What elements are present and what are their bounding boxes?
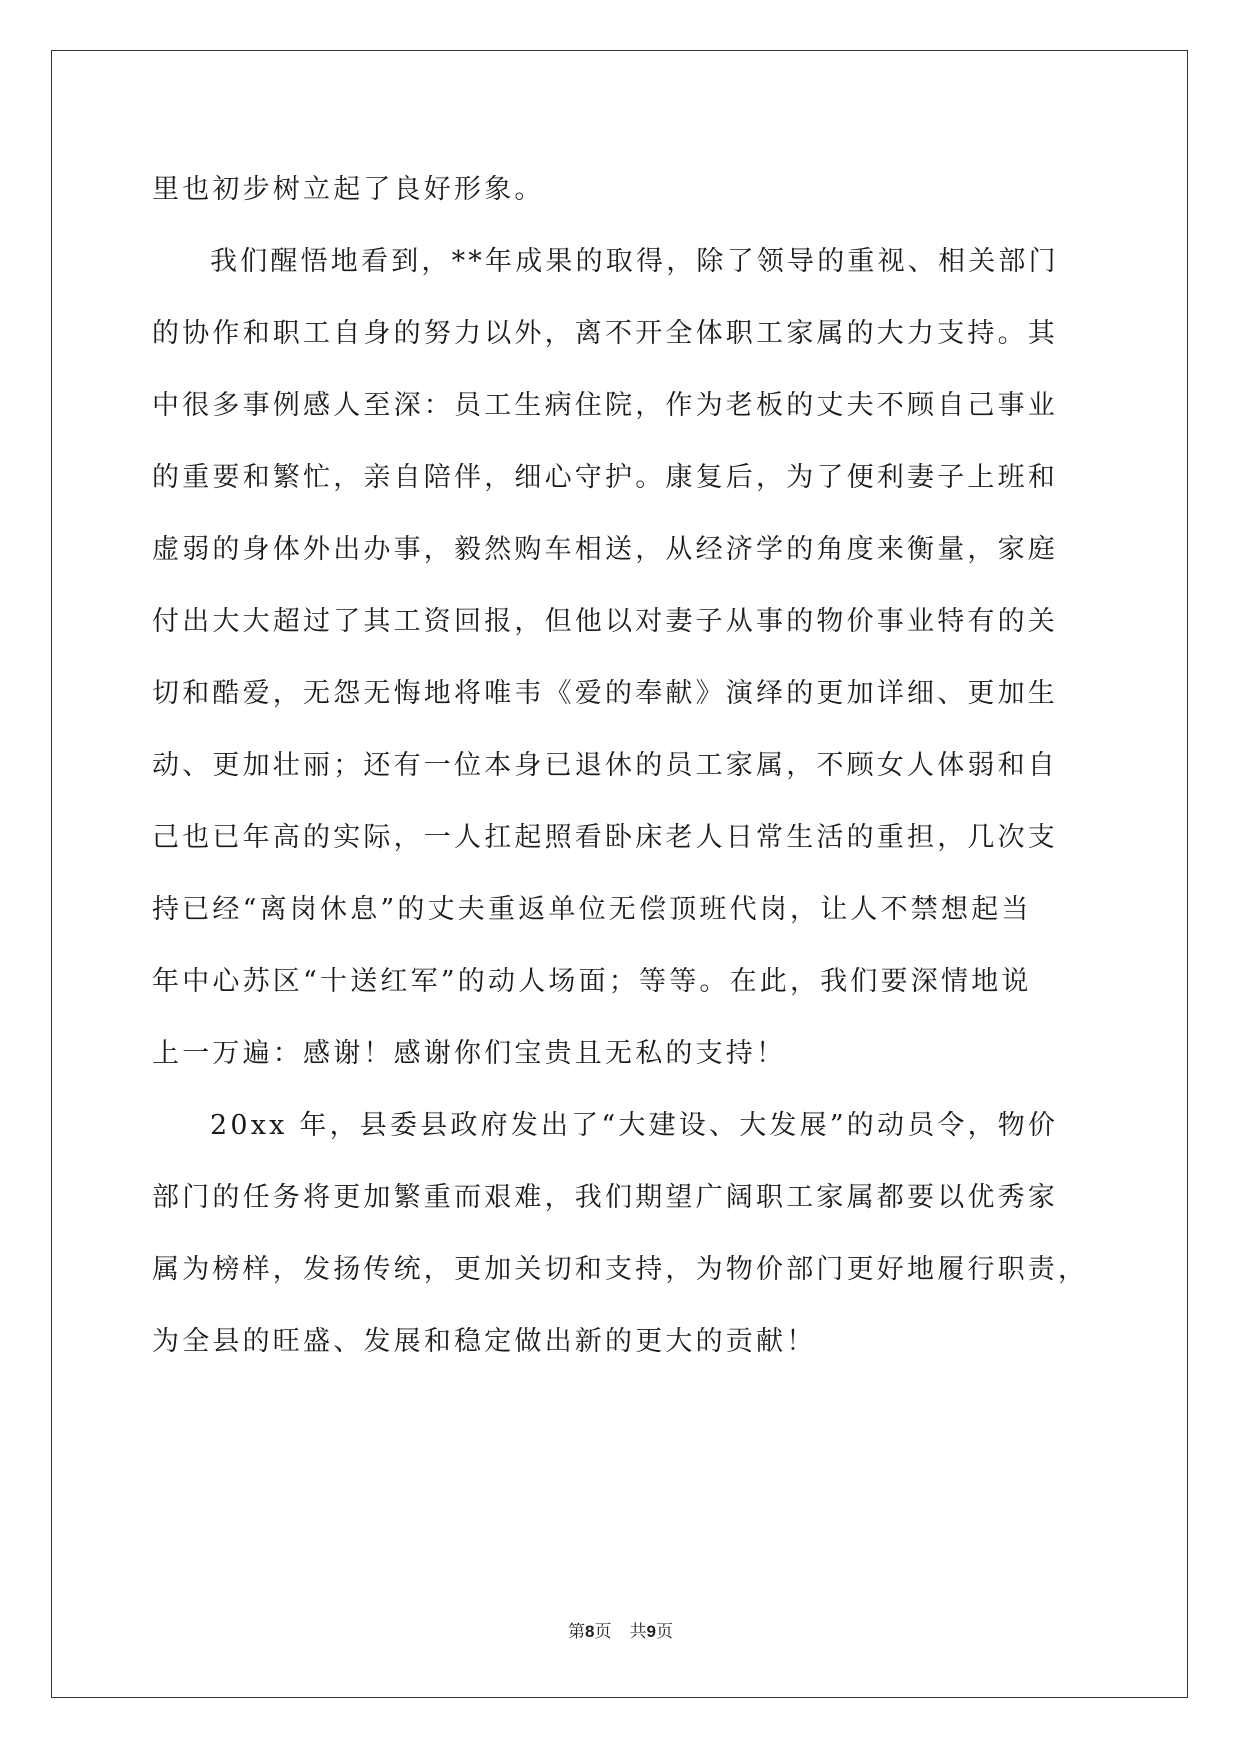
body-line: 上一万遍：感谢！感谢你们宝贵且无私的支持！ — [152, 1038, 787, 1069]
body-line: 动、更加壮丽；还有一位本身已退休的员工家属，不顾女人体弱和自 — [152, 750, 1058, 781]
body-line: 年中心苏区“十送红军”的动人场面；等等。在此，我们要深情地说 — [152, 966, 1032, 997]
current-page-number: 8 — [585, 1622, 595, 1641]
page-suffix: 页 — [594, 1622, 612, 1642]
total-suffix: 页 — [655, 1622, 673, 1642]
body-line: 虚弱的身体外出办事，毅然购车相送，从经济学的角度来衡量，家庭 — [152, 534, 1058, 565]
total-page-number: 9 — [646, 1622, 656, 1641]
total-prefix: 共 — [629, 1622, 647, 1642]
body-line: 付出大大超过了其工资回报，但他以对妻子从事的物价事业特有的关 — [152, 606, 1058, 637]
body-line: 我们醒悟地看到，**年成果的取得，除了领导的重视、相关部门 — [210, 246, 1059, 277]
page-frame — [51, 50, 1188, 1698]
body-line: 为全县的旺盛、发展和稳定做出新的更大的贡献！ — [152, 1326, 817, 1357]
body-line: 切和酷爱，无怨无悔地将唯韦《爱的奉献》演绎的更加详细、更加生 — [152, 678, 1058, 709]
body-line: 的协作和职工自身的努力以外，离不开全体职工家属的大力支持。其 — [152, 318, 1058, 349]
body-line: 己也已年高的实际，一人扛起照看卧床老人日常生活的重担，几次支 — [152, 822, 1058, 853]
body-line: 的重要和繁忙，亲自陪伴，细心守护。康复后，为了便利妻子上班和 — [152, 462, 1058, 493]
page-prefix: 第 — [568, 1622, 586, 1642]
body-line: 里也初步树立起了良好形象。 — [152, 174, 545, 205]
body-line: 中很多事例感人至深：员工生病住院，作为老板的丈夫不顾自己事业 — [152, 390, 1058, 421]
page-number-footer — [0, 1620, 1241, 1644]
body-line: 属为榜样，发扬传统，更加关切和支持，为物价部门更好地履行职责， — [152, 1254, 1089, 1285]
body-line: 持已经“离岗休息”的丈夫重返单位无偿顶班代岗，让人不禁想起当 — [152, 894, 1032, 925]
body-line: 20xx 年，县委县政府发出了“大建设、大发展”的动员令，物价 — [210, 1110, 1059, 1141]
body-line: 部门的任务将更加繁重而艰难，我们期望广阔职工家属都要以优秀家 — [152, 1182, 1058, 1213]
